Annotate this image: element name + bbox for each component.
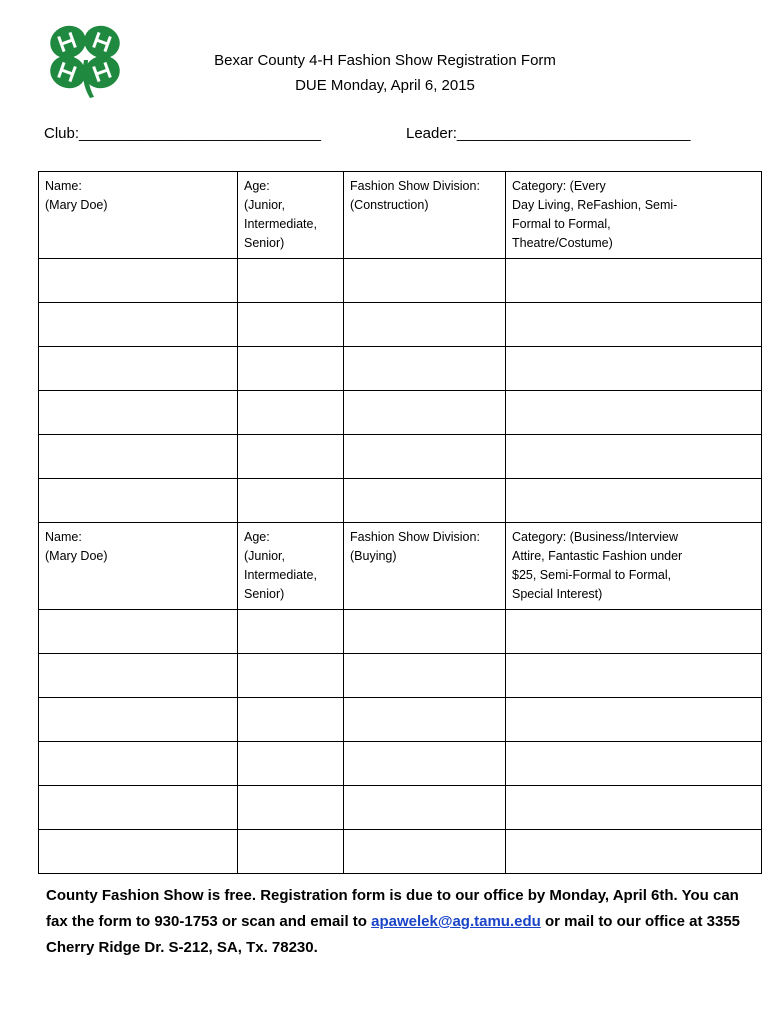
footer-text-start: County Fashion Show is free. Registration form is due to our office by Monday, April 6th. You can fax the form to 930-1753 or scan and email to xyxy=(46,887,739,930)
table-row[interactable] xyxy=(39,786,762,830)
table-row[interactable] xyxy=(39,347,762,391)
table-row[interactable] xyxy=(39,610,762,654)
category-cell[interactable] xyxy=(506,830,762,874)
name-cell[interactable] xyxy=(39,347,238,391)
table-row[interactable] xyxy=(39,259,762,303)
footer-note xyxy=(46,883,746,961)
division-cell[interactable] xyxy=(344,698,506,742)
division-cell[interactable] xyxy=(344,391,506,435)
category-cell[interactable] xyxy=(506,347,762,391)
table-row[interactable] xyxy=(39,303,762,347)
registration-table xyxy=(38,171,762,874)
category-cell[interactable] xyxy=(506,435,762,479)
age-cell[interactable] xyxy=(238,742,344,786)
header-name: Name: (Mary Doe) xyxy=(39,523,238,610)
division-cell[interactable] xyxy=(344,479,506,523)
age-cell[interactable] xyxy=(238,303,344,347)
header-category: Category: (Business/Interview Attire, Fantastic Fashion under $25, Semi-Formal to Formal, Special Interest) xyxy=(506,523,762,610)
name-cell[interactable] xyxy=(39,610,238,654)
leader-field[interactable]: Leader:____________________________ xyxy=(406,125,691,142)
header-name: Name: (Mary Doe) xyxy=(39,172,238,259)
category-cell[interactable] xyxy=(506,479,762,523)
header-division: Fashion Show Division: (Construction) xyxy=(344,172,506,259)
table-row[interactable] xyxy=(39,479,762,523)
division-cell[interactable] xyxy=(344,654,506,698)
construction-header-row xyxy=(39,172,762,259)
division-cell[interactable] xyxy=(344,259,506,303)
name-cell[interactable] xyxy=(39,654,238,698)
table-row[interactable] xyxy=(39,654,762,698)
name-cell[interactable] xyxy=(39,698,238,742)
age-cell[interactable] xyxy=(238,786,344,830)
title-line-1: Bexar County 4-H Fashion Show Registration Form xyxy=(214,52,556,69)
header-division: Fashion Show Division: (Buying) xyxy=(344,523,506,610)
table-row[interactable] xyxy=(39,698,762,742)
4h-clover-logo-icon xyxy=(40,20,132,100)
category-cell[interactable] xyxy=(506,391,762,435)
title-line-2: DUE Monday, April 6, 2015 xyxy=(295,77,475,94)
header-age: Age: (Junior, Intermediate, Senior) xyxy=(238,523,344,610)
header-category: Category: (Every Day Living, ReFashion, Semi- Formal to Formal, Theatre/Costume) xyxy=(506,172,762,259)
age-cell[interactable] xyxy=(238,698,344,742)
name-cell[interactable] xyxy=(39,303,238,347)
name-cell[interactable] xyxy=(39,391,238,435)
name-cell[interactable] xyxy=(39,830,238,874)
category-cell[interactable] xyxy=(506,610,762,654)
division-cell[interactable] xyxy=(344,347,506,391)
category-cell[interactable] xyxy=(506,303,762,347)
division-cell[interactable] xyxy=(344,303,506,347)
category-cell[interactable] xyxy=(506,259,762,303)
age-cell[interactable] xyxy=(238,479,344,523)
age-cell[interactable] xyxy=(238,654,344,698)
name-cell[interactable] xyxy=(39,742,238,786)
buying-header-row xyxy=(39,523,762,610)
category-cell[interactable] xyxy=(506,654,762,698)
division-cell[interactable] xyxy=(344,435,506,479)
category-cell[interactable] xyxy=(506,698,762,742)
age-cell[interactable] xyxy=(238,391,344,435)
table-row[interactable] xyxy=(39,830,762,874)
table-row[interactable] xyxy=(39,742,762,786)
division-cell[interactable] xyxy=(344,742,506,786)
name-cell[interactable] xyxy=(39,786,238,830)
age-cell[interactable] xyxy=(238,610,344,654)
name-cell[interactable] xyxy=(39,479,238,523)
age-cell[interactable] xyxy=(238,435,344,479)
form-title xyxy=(150,48,620,98)
header-age: Age: (Junior, Intermediate, Senior) xyxy=(238,172,344,259)
division-cell[interactable] xyxy=(344,610,506,654)
table-row[interactable] xyxy=(39,435,762,479)
table-row[interactable] xyxy=(39,391,762,435)
division-cell[interactable] xyxy=(344,786,506,830)
age-cell[interactable] xyxy=(238,830,344,874)
name-cell[interactable] xyxy=(39,435,238,479)
name-cell[interactable] xyxy=(39,259,238,303)
category-cell[interactable] xyxy=(506,786,762,830)
email-link[interactable]: apawelek@ag.tamu.edu xyxy=(371,913,541,930)
division-cell[interactable] xyxy=(344,830,506,874)
age-cell[interactable] xyxy=(238,259,344,303)
age-cell[interactable] xyxy=(238,347,344,391)
footer-text-end: or mail to our office at 3355 Cherry Ridge Dr. S-212, SA, Tx. 78230. xyxy=(46,913,741,956)
category-cell[interactable] xyxy=(506,742,762,786)
club-field[interactable]: Club:_____________________________ xyxy=(44,125,321,142)
